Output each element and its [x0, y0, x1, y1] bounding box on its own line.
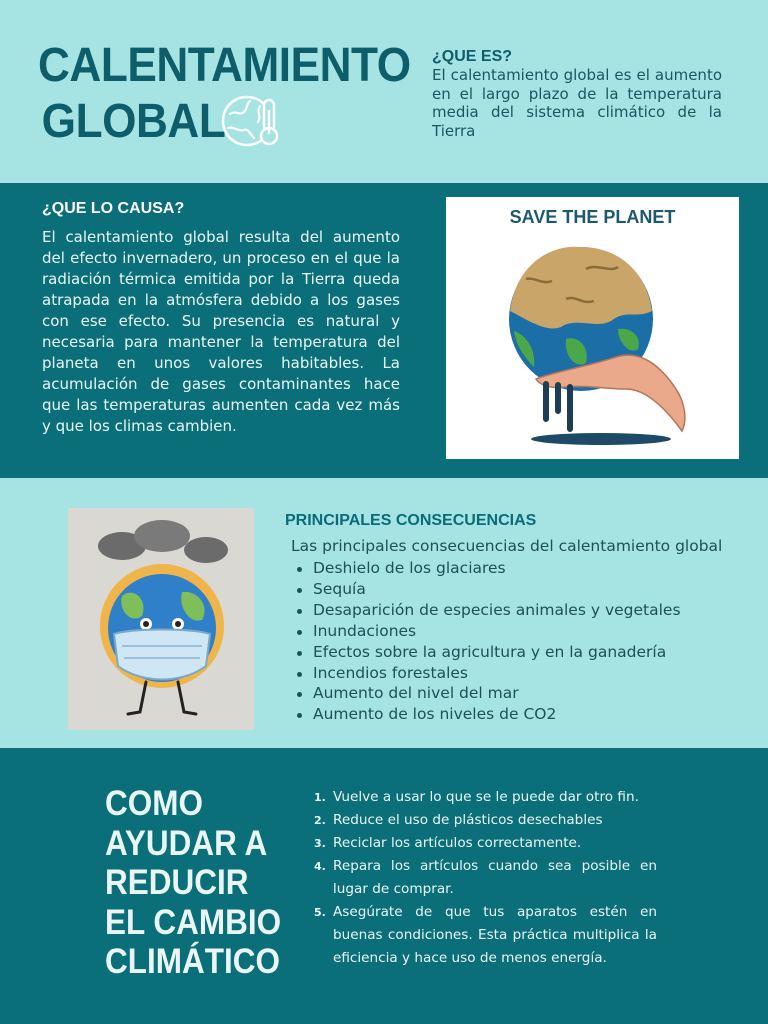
step-number: 3. [314, 837, 326, 850]
step-text: Repara los artículos cuando sea posible en lugar de comprar. [333, 858, 657, 897]
step-number: 5. [314, 906, 326, 919]
list-item [314, 901, 657, 970]
que-es-text: El calentamiento global es el aumento en el largo plazo de la temperatura media del sistema climático de la Tierra [432, 66, 722, 140]
ayuda-title [105, 784, 281, 982]
que-es-heading: ¿QUE ES? [432, 48, 513, 65]
list-item: Sequía [291, 579, 681, 600]
ayuda-title-line: REDUCIR [105, 863, 249, 902]
list-item: Deshielo de los glaciares [291, 558, 681, 579]
earth-with-mask-image [68, 508, 254, 730]
list-item: Efectos sobre la agricultura y en la ganadería [291, 642, 681, 663]
list-item: Incendios forestales [291, 663, 681, 684]
ayuda-steps-list [314, 786, 657, 970]
title-line-1: CALENTAMIENTO [38, 39, 411, 92]
ayuda-title-line: CLIMÁTICO [105, 942, 280, 981]
list-item: Aumento de los niveles de CO2 [291, 704, 681, 725]
consecuencias-list [291, 558, 681, 725]
header-section [0, 0, 768, 183]
list-item [314, 786, 657, 809]
list-item: Inundaciones [291, 621, 681, 642]
step-text: Vuelve a usar lo que se le puede dar otro fin. [333, 789, 639, 805]
ayuda-title-line: COMO [105, 784, 204, 823]
ayuda-title-line: EL CAMBIO [105, 902, 282, 942]
ayuda-title-line: AYUDAR A [105, 823, 268, 863]
list-item [314, 809, 657, 832]
step-text: Reciclar los artículos correctamente. [333, 835, 582, 851]
consecuencias-intro: Las principales consecuencias del calentamiento global [291, 537, 723, 555]
list-item: Aumento del nivel del mar [291, 683, 681, 704]
step-number: 4. [314, 860, 326, 873]
step-number: 2. [314, 814, 326, 827]
list-item: Desaparición de especies animales y vegetales [291, 600, 681, 621]
save-the-planet-image [446, 197, 739, 459]
step-text: Reduce el uso de plásticos desechables [333, 812, 603, 828]
step-number: 1. [314, 791, 326, 804]
title-line-2: GLOBAL [41, 95, 226, 148]
save-the-planet-title: SAVE THE PLANET [509, 207, 676, 227]
list-item [314, 855, 657, 901]
globe-thermometer-icon [220, 92, 286, 150]
consecuencias-heading: PRINCIPALES CONSECUENCIAS [285, 512, 537, 529]
list-item [314, 832, 657, 855]
earth-mask-pollution-icon [82, 516, 242, 726]
step-text: Asegúrate de que tus aparatos estén en buenas condiciones. Esta práctica multiplica la eficiencia y hace uso de menos energía. [333, 904, 657, 966]
melting-earth-hand-icon [506, 239, 696, 449]
causa-text: El calentamiento global resulta del aumento del efecto invernadero, un proceso en el que la radiación térmica emitida por la Tierra queda atrapada en la atmósfera debido a los gases con ese efecto. Su presencia es natural y necesaria para mantener la temperatura del planeta en unos valores habitables. La acumulación de gases contaminantes hace que las temperaturas aumenten cada vez más y que los climas cambien. [42, 228, 400, 435]
causa-heading: ¿QUE LO CAUSA? [42, 200, 185, 217]
